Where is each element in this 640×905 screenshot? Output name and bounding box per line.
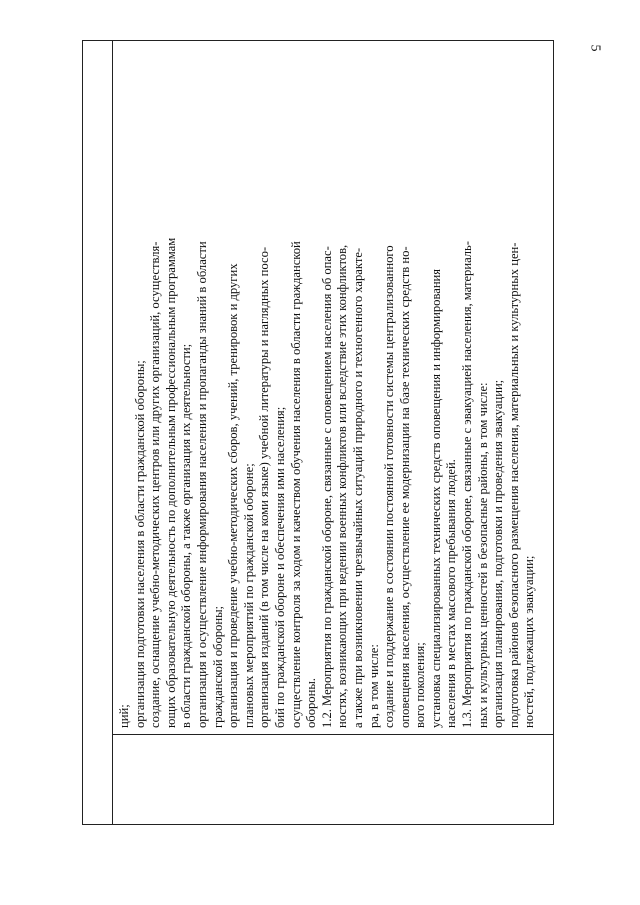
- text-line: организация и проведение учебно-методических сборов, учений, тренировок и других: [226, 263, 241, 728]
- text-line: плановых мероприятий по гражданской обороне;: [241, 463, 256, 728]
- text-line: гражданской обороны;: [210, 605, 225, 728]
- text-line: населения в местах массового пребывания людей.: [444, 459, 459, 728]
- text-line: ций;: [117, 704, 131, 728]
- text-line: создание, оснащение учебно-методических центров или других организаций, осуществля-: [148, 241, 163, 728]
- table-text-cell: [117, 47, 547, 728]
- text-line: ра, в том числе:: [366, 644, 381, 728]
- table-left-column: [113, 734, 553, 824]
- text-line: осуществление контроля за ходом и качеством обучения населения в области гражданской: [288, 241, 303, 728]
- text-line: ностях, возникающих при ведении военных конфликтов или вследствие этих конфликтов,: [335, 244, 350, 728]
- table-header-row: [83, 41, 113, 824]
- text-line: организация подготовки населения в области гражданской обороны;: [132, 360, 147, 728]
- text-line: обороны.: [304, 678, 319, 728]
- text-line: 1.2. Мероприятия по гражданской обороне, связанные с оповещением населения об опас-: [319, 246, 334, 728]
- text-line: ностей, подлежащих эвакуации;: [522, 555, 537, 728]
- page-number: 5: [587, 44, 603, 52]
- text-line: в области гражданской обороны, а также организация их деятельности;: [179, 343, 194, 728]
- text-line: ющих образовательную деятельность по дополнительным профессиональным программам: [163, 237, 178, 728]
- text-line: ных и культурных ценностей в безопасные районы, в том числе:: [475, 382, 490, 728]
- text-line: 1.3. Мероприятия по гражданской обороне, связанные с эвакуацией населения, материаль-: [460, 241, 475, 728]
- text-line: создание и поддержание в состоянии постоянной готовности системы централизованного: [382, 245, 397, 728]
- document-table: [82, 40, 554, 825]
- text-line: организация и осуществление информирования населения и пропаганды знаний в области: [194, 241, 209, 728]
- text-line: установка специализированных технических средств оповещения и информирования: [428, 268, 443, 728]
- text-line: а также при возникновении чрезвычайных ситуаций природного и техногенного характе-: [350, 247, 365, 728]
- text-line: вого поколения;: [413, 642, 428, 728]
- text-line: подготовка районов безопасного размещения населения, материальных и культурных цен-: [506, 242, 521, 728]
- text-line: организация планирования, подготовки и проведения эвакуации;: [491, 379, 506, 728]
- text-line: организация изданий (в том числе на коми языке) учебной литературы и наглядных посо-: [257, 246, 272, 728]
- text-line: бий по гражданской обороне и обеспечения ими населения;: [272, 406, 287, 728]
- text-line: оповещения населения, осуществление ее модернизации на базе технических средств но-: [397, 246, 412, 728]
